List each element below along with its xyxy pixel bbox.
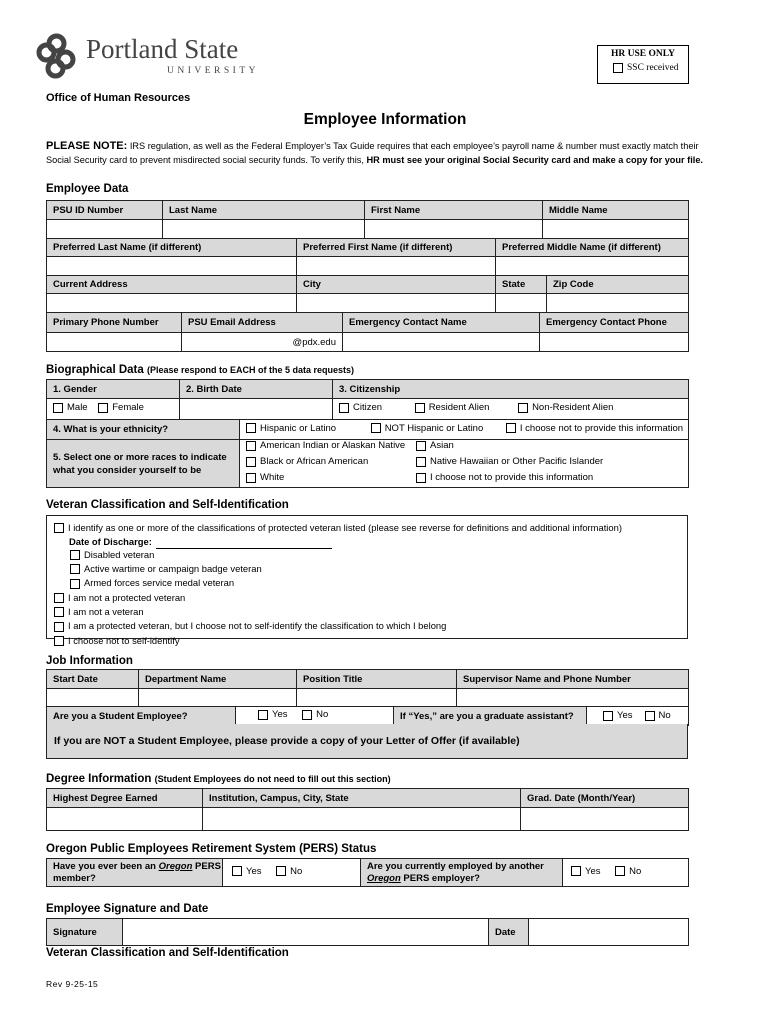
veteran-box: [46, 515, 688, 646]
zip-label: Zip Code: [547, 276, 689, 294]
pers-employer-no-label: No: [629, 865, 642, 877]
degree-table: [46, 788, 689, 831]
degree-heading-note: (Student Employees do not need to fill out this section): [154, 774, 391, 784]
pers-employer-yes-checkbox[interactable]: [571, 866, 581, 876]
active-veteran-label: Active wartime or campaign badge veteran: [84, 563, 262, 575]
department-label: Department Name: [139, 670, 297, 689]
signature-label: Signature: [47, 919, 123, 946]
position-label: Position Title: [297, 670, 457, 689]
psu-id-label: PSU ID Number: [47, 201, 163, 220]
protected-no-id-label: I am a protected veteran, but I choose not to self-identify the classification to which I belong: [68, 620, 447, 632]
note-text-1: IRS regulation, as well as the Federal Employer’s Tax Guide requires that each employee’s payroll name & number must exactly match their: [127, 141, 699, 151]
race-hawaiian-label: Native Hawaiian or Other Pacific Islander: [430, 455, 604, 467]
phone-field[interactable]: [47, 333, 182, 352]
protected-no-id-checkbox[interactable]: [54, 622, 64, 632]
pref-middle-label: Preferred Middle Name (if different): [496, 239, 689, 257]
female-label: Female: [112, 402, 144, 414]
hispanic-label: Hispanic or Latino: [260, 422, 337, 434]
logo-subtitle: UNIVERSITY: [167, 66, 259, 76]
not-hispanic-checkbox[interactable]: [371, 423, 381, 433]
email-suffix: @pdx.edu: [292, 336, 336, 348]
office-label: Office of Human Resources: [46, 92, 191, 104]
preferred-name-table: [46, 238, 689, 276]
birth-date-label: 2. Birth Date: [180, 380, 333, 399]
grad-yes-checkbox[interactable]: [603, 711, 613, 721]
disabled-veteran-checkbox[interactable]: [70, 550, 80, 560]
veteran-decline-label: I choose not to self-identify: [68, 634, 180, 646]
not-hispanic-label: NOT Hispanic or Latino: [384, 422, 484, 434]
highest-degree-field[interactable]: [47, 808, 203, 831]
please-note: [46, 139, 746, 167]
ssc-received-label: SSC received: [627, 63, 679, 73]
grad-options-overlay: [586, 707, 687, 724]
race-native-label: American Indian or Alaskan Native: [260, 440, 406, 451]
job-heading: Job Information: [46, 655, 133, 667]
male-label: Male: [67, 402, 88, 414]
supervisor-label: Supervisor Name and Phone Number: [457, 670, 689, 689]
highest-degree-label: Highest Degree Earned: [47, 789, 203, 808]
pers-q1-b: PERS: [192, 860, 221, 872]
footer-veteran-heading: Veteran Classification and Self-Identification: [46, 947, 289, 959]
job-table: [46, 669, 689, 708]
pers-member-yes-checkbox[interactable]: [232, 866, 242, 876]
city-field[interactable]: [297, 294, 496, 313]
note-text-2: Social Security card to prevent misdirected social security funds. To verify this,: [46, 155, 367, 165]
bio-heading-note: (Please respond to EACH of the 5 data requests): [146, 365, 355, 375]
gender-label: 1. Gender: [47, 380, 180, 399]
armed-forces-label: Armed forces service medal veteran: [84, 577, 235, 589]
email-label: PSU Email Address: [182, 313, 343, 333]
emergency-name-label: Emergency Contact Name: [343, 313, 540, 333]
ssc-received-checkbox[interactable]: [613, 63, 623, 73]
race-hawaiian-checkbox[interactable]: [416, 457, 426, 467]
discharge-label: Date of Discharge:: [69, 536, 152, 548]
first-name-field[interactable]: [365, 220, 543, 239]
ethnicity-decline-label: I choose not to provide this information: [519, 422, 684, 434]
address-label: Current Address: [47, 276, 297, 294]
not-protected-checkbox[interactable]: [54, 593, 64, 603]
emergency-name-field[interactable]: [343, 333, 540, 352]
emergency-phone-field[interactable]: [540, 333, 689, 352]
ethnicity-options: [240, 420, 689, 440]
city-label: City: [297, 276, 496, 294]
psu-logo-icon: [34, 33, 80, 79]
employee-data-table: [46, 200, 689, 239]
races-label-1: 5. Select one or more races to indicate: [53, 451, 227, 463]
discharge-date-field[interactable]: [156, 539, 332, 549]
pref-last-field[interactable]: [47, 257, 297, 276]
races-label: [47, 440, 240, 488]
not-student-notice: [46, 724, 688, 759]
nonresident-alien-checkbox[interactable]: [518, 403, 528, 413]
student-yes-checkbox[interactable]: [258, 710, 268, 720]
pers-employer-options: [563, 859, 689, 887]
signature-date-field[interactable]: [529, 919, 689, 946]
race-black-label: Black or African American: [260, 455, 369, 467]
race-decline-label: I choose not to provide this information: [430, 471, 594, 483]
pers-q2-b: PERS employer?: [400, 872, 480, 884]
middle-name-field[interactable]: [543, 220, 689, 239]
ethnicity-decline-checkbox[interactable]: [506, 423, 516, 433]
pref-first-label: Preferred First Name (if different): [297, 239, 496, 257]
pers-member-yes-label: Yes: [246, 865, 262, 877]
grad-no-checkbox[interactable]: [645, 711, 655, 721]
grad-no-label: No: [658, 710, 671, 721]
pers-employer-q: [361, 859, 563, 887]
institution-field[interactable]: [203, 808, 521, 831]
pers-q2-a: Are you currently employed by another: [367, 860, 544, 872]
first-name-label: First Name: [365, 201, 543, 220]
pers-member-q: [47, 859, 223, 887]
pref-middle-field[interactable]: [496, 257, 689, 276]
zip-field[interactable]: [547, 294, 689, 313]
supervisor-field[interactable]: [457, 689, 689, 708]
active-veteran-checkbox[interactable]: [70, 564, 80, 574]
bio-heading: [46, 364, 354, 376]
signature-table: [46, 918, 689, 946]
not-veteran-label: I am not a veteran: [68, 606, 144, 618]
student-no-label: No: [316, 709, 329, 721]
institution-label: Institution, Campus, City, State: [203, 789, 521, 808]
pref-last-label: Preferred Last Name (if different): [47, 239, 297, 257]
not-veteran-checkbox[interactable]: [54, 607, 64, 617]
pers-member-no-label: No: [290, 865, 303, 877]
last-name-label: Last Name: [163, 201, 365, 220]
grad-q-label: If “Yes,” are you a graduate assistant?: [394, 707, 633, 726]
race-white-checkbox[interactable]: [246, 473, 256, 483]
signature-date-label: Date: [489, 919, 529, 946]
student-q-label: Are you a Student Employee?: [47, 707, 236, 726]
nonresident-alien-label: Non-Resident Alien: [532, 402, 614, 414]
signature-field[interactable]: [123, 919, 489, 946]
department-field[interactable]: [139, 689, 297, 708]
bio-table-1: [46, 379, 689, 420]
contact-table: [46, 312, 689, 352]
start-date-field[interactable]: [47, 689, 139, 708]
races-label-2: what you consider yourself to be: [53, 464, 202, 476]
address-field[interactable]: [47, 294, 297, 313]
student-no-checkbox[interactable]: [302, 710, 312, 720]
pers-q1-oregon: Oregon: [158, 860, 193, 872]
hr-use-only-label: HR USE ONLY: [610, 49, 676, 59]
male-checkbox[interactable]: [53, 403, 63, 413]
psu-id-field[interactable]: [47, 220, 163, 239]
signature-heading: Employee Signature and Date: [46, 903, 209, 915]
employee-data-heading: Employee Data: [46, 183, 129, 195]
veteran-identify-label: I identify as one or more of the classifications of protected veteran listed (please see reverse for definitions and additional information): [68, 522, 622, 533]
page-title: Employee Information: [303, 111, 467, 128]
position-field[interactable]: [297, 689, 457, 708]
hispanic-checkbox[interactable]: [246, 423, 256, 433]
pers-heading: Oregon Public Employees Retirement System (PERS) Status: [46, 843, 377, 855]
bio-table-2: [46, 419, 689, 488]
revision-label: Rev 9-25-15: [46, 979, 99, 989]
citizenship-options: [333, 399, 689, 420]
pers-member-options: [223, 859, 361, 887]
race-native-checkbox[interactable]: [246, 441, 256, 451]
pers-table: [46, 858, 689, 887]
email-field[interactable]: [182, 333, 343, 352]
middle-name-label: Middle Name: [543, 201, 689, 220]
race-asian-checkbox[interactable]: [416, 441, 426, 451]
pers-member-no-checkbox[interactable]: [276, 866, 286, 876]
phone-label: Primary Phone Number: [47, 313, 182, 333]
race-options: [240, 440, 689, 488]
citizen-checkbox[interactable]: [339, 403, 349, 413]
race-white-label: White: [260, 471, 285, 483]
note-bold: HR must see your original Social Security card and make a copy for your file.: [366, 155, 703, 165]
pers-q2-oregon: Oregon: [367, 872, 401, 884]
veteran-heading: Veteran Classification and Self-Identification: [46, 499, 289, 511]
bio-heading-title: Biographical Data: [46, 364, 144, 376]
citizenship-label: 3. Citizenship: [333, 380, 689, 399]
start-date-label: Start Date: [47, 670, 139, 689]
resident-alien-checkbox[interactable]: [415, 403, 425, 413]
armed-forces-checkbox[interactable]: [70, 579, 80, 589]
not-protected-label: I am not a protected veteran: [68, 591, 186, 603]
gender-options: [47, 399, 180, 420]
pref-first-field[interactable]: [297, 257, 496, 276]
veteran-decline-checkbox[interactable]: [54, 636, 64, 646]
race-asian-label: Asian: [430, 440, 454, 451]
ethnicity-label: 4. What is your ethnicity?: [47, 420, 240, 440]
pers-employer-yes-label: Yes: [585, 865, 601, 877]
not-student-text: If you are NOT a Student Employee, please provide a copy of your Letter of Offer (if available): [54, 735, 520, 747]
veteran-identify-checkbox[interactable]: [54, 523, 64, 533]
student-yes-label: Yes: [272, 709, 288, 721]
degree-heading: [46, 773, 391, 785]
emergency-phone-label: Emergency Contact Phone: [540, 313, 689, 333]
logo-name: Portland State: [86, 34, 239, 64]
grad-yes-label: Yes: [617, 710, 633, 721]
note-label: PLEASE NOTE:: [46, 140, 128, 152]
last-name-field[interactable]: [163, 220, 365, 239]
birth-date-field[interactable]: [180, 399, 333, 420]
race-black-checkbox[interactable]: [246, 457, 256, 467]
state-field[interactable]: [496, 294, 547, 313]
student-options: [236, 707, 394, 726]
race-decline-checkbox[interactable]: [416, 473, 426, 483]
address-table: [46, 275, 689, 313]
degree-heading-title: Degree Information: [46, 773, 152, 785]
resident-alien-label: Resident Alien: [428, 402, 490, 414]
grad-date-label: Grad. Date (Month/Year): [521, 789, 689, 808]
citizen-label: Citizen: [353, 402, 383, 414]
state-label: State: [496, 276, 547, 294]
hr-use-only-box: [597, 45, 689, 84]
grad-date-field[interactable]: [521, 808, 689, 831]
female-checkbox[interactable]: [98, 403, 108, 413]
pers-employer-no-checkbox[interactable]: [615, 866, 625, 876]
pers-q1-c: member?: [53, 872, 96, 884]
disabled-veteran-label: Disabled veteran: [84, 548, 155, 560]
pers-q1-a: Have you ever been an: [53, 860, 159, 872]
